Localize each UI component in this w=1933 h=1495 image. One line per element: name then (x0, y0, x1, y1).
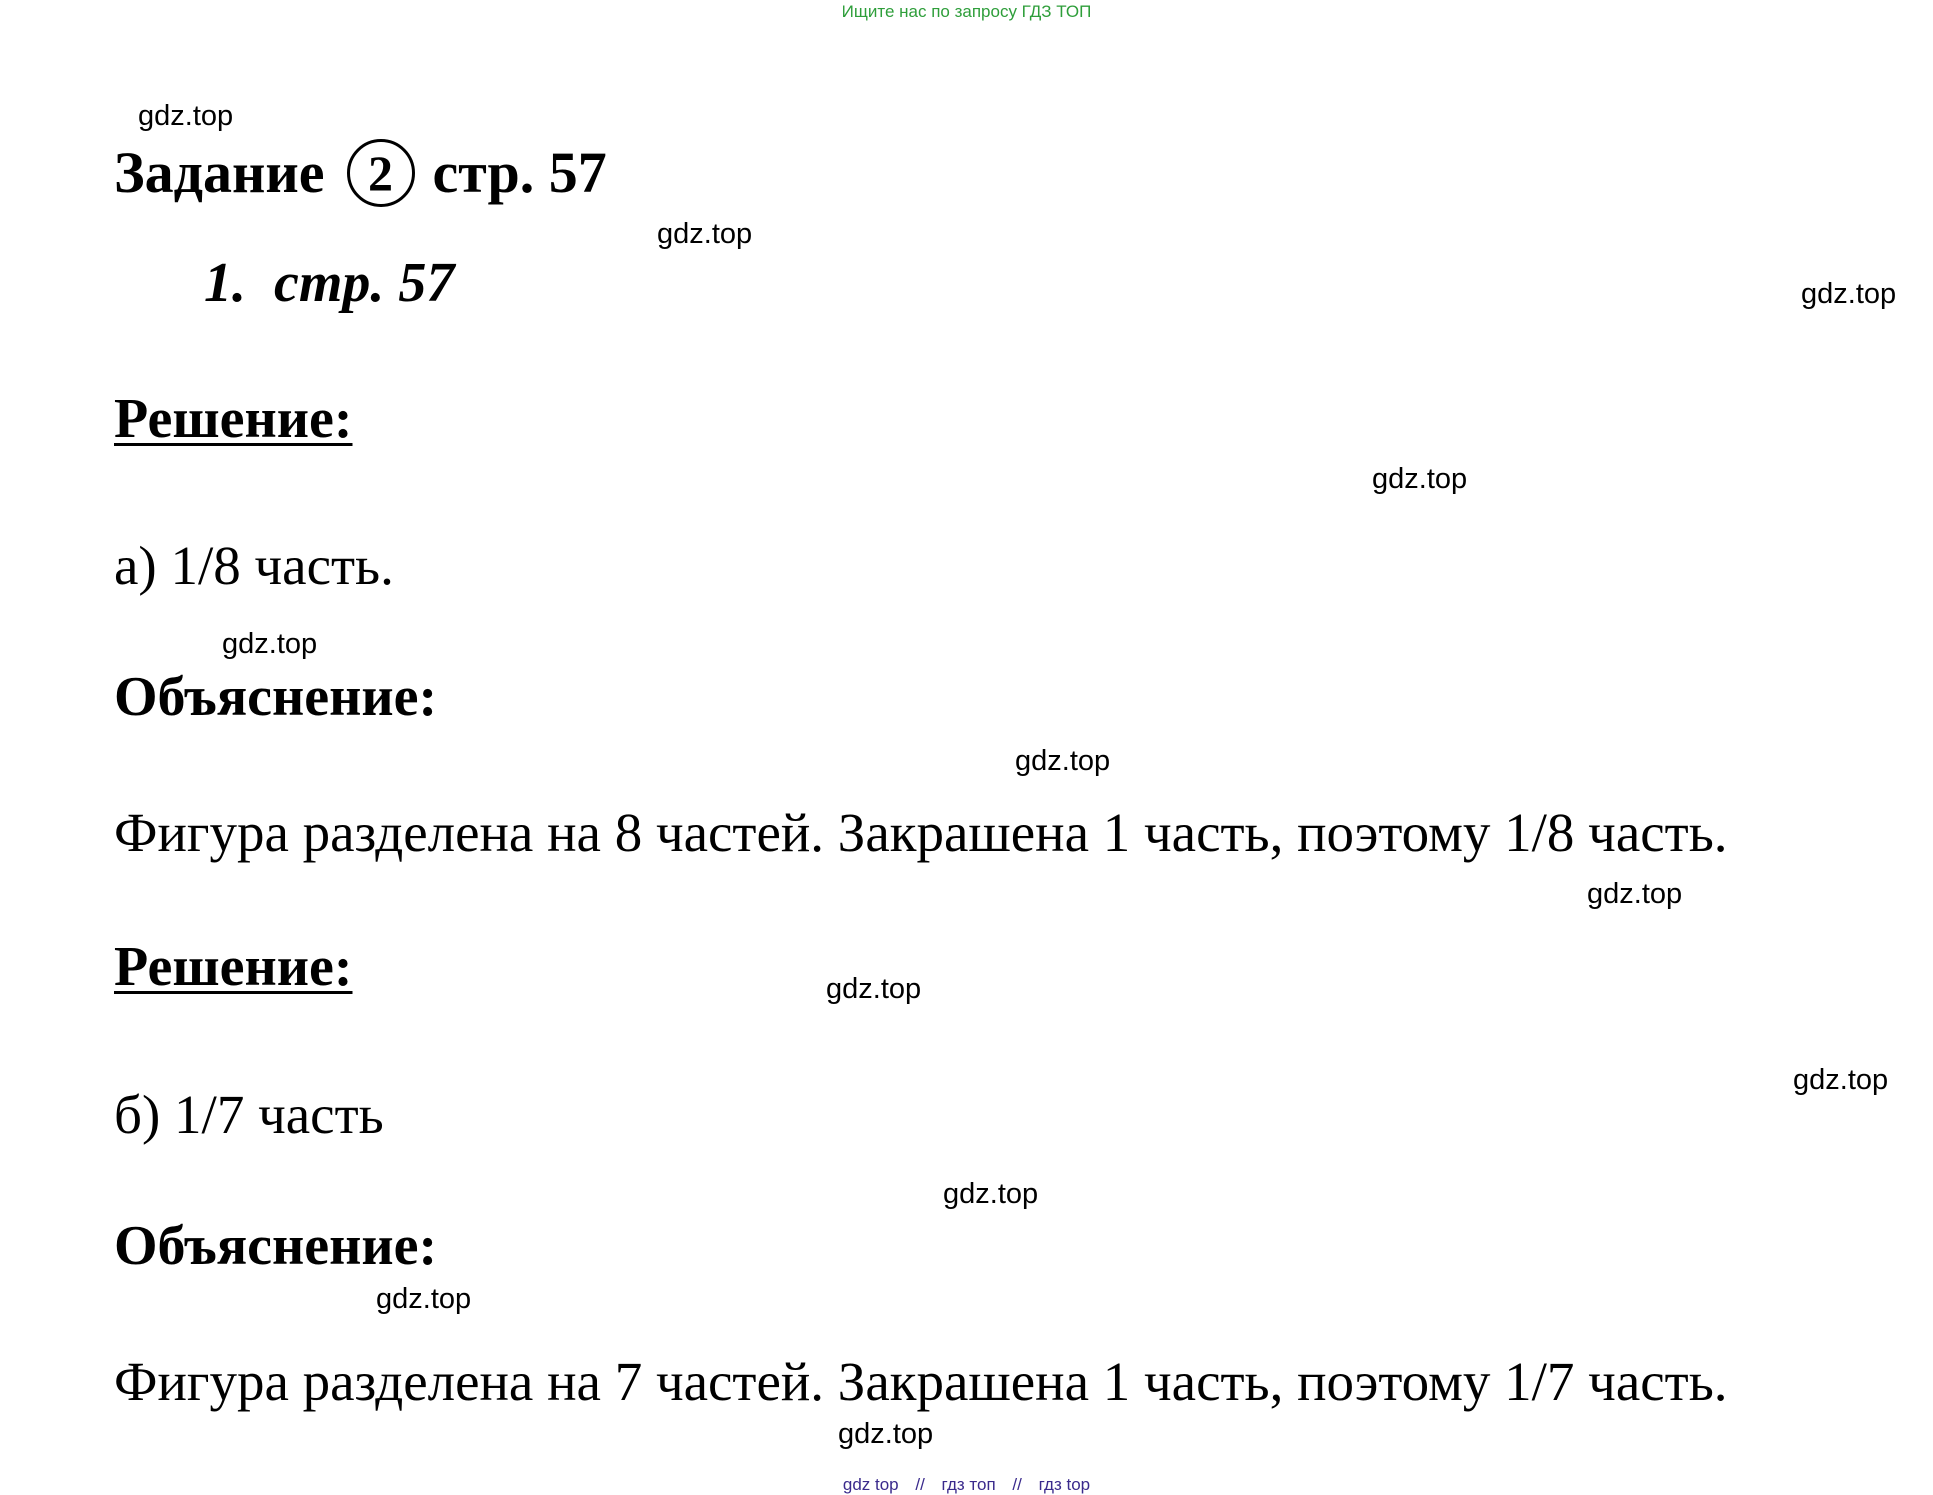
task-number-circle (347, 139, 415, 207)
watermark: gdz.top (376, 1283, 472, 1315)
explanation-heading: Объяснение: (114, 1215, 438, 1277)
footer-links (0, 1475, 1933, 1495)
footer-link[interactable]: гдз top (1038, 1475, 1091, 1494)
answer-b: б) 1/7 часть (114, 1084, 384, 1145)
watermark: gdz.top (1372, 463, 1468, 495)
answer-a: а) 1/8 часть. (114, 535, 394, 596)
task-number: 2 (368, 145, 394, 201)
watermark: gdz.top (1587, 878, 1683, 910)
watermark: gdz.top (1793, 1064, 1889, 1096)
solution-heading: Решение: (114, 936, 353, 998)
task-title (114, 138, 607, 208)
explanation-text: Фигура разделена на 7 частей. Закрашена 1 часть, поэтому 1/7 часть. (114, 1351, 1728, 1412)
exercise-number: 1. (204, 252, 246, 314)
footer-link[interactable]: гдз топ (941, 1475, 996, 1494)
task-page: стр. 57 (432, 140, 607, 205)
watermark: gdz.top (943, 1178, 1039, 1210)
watermark: gdz.top (1801, 278, 1897, 310)
top-banner: Ищите нас по запросу ГДЗ ТОП (841, 2, 1092, 21)
task-label: Задание (114, 140, 325, 205)
explanation-heading: Объяснение: (114, 666, 438, 728)
watermark: gdz.top (838, 1418, 934, 1450)
exercise-title (204, 248, 454, 318)
footer-separator: // (915, 1475, 925, 1494)
watermark: gdz.top (826, 973, 922, 1005)
footer-link[interactable]: gdz top (842, 1475, 899, 1494)
footer-separator: // (1012, 1475, 1022, 1494)
watermark: gdz.top (222, 628, 318, 660)
exercise-page: стр. 57 (274, 252, 455, 314)
watermark: gdz.top (657, 218, 753, 250)
watermark: gdz.top (138, 100, 234, 132)
solution-heading: Решение: (114, 388, 353, 450)
watermark: gdz.top (1015, 745, 1111, 777)
explanation-text: Фигура разделена на 8 частей. Закрашена 1 часть, поэтому 1/8 часть. (114, 802, 1728, 863)
